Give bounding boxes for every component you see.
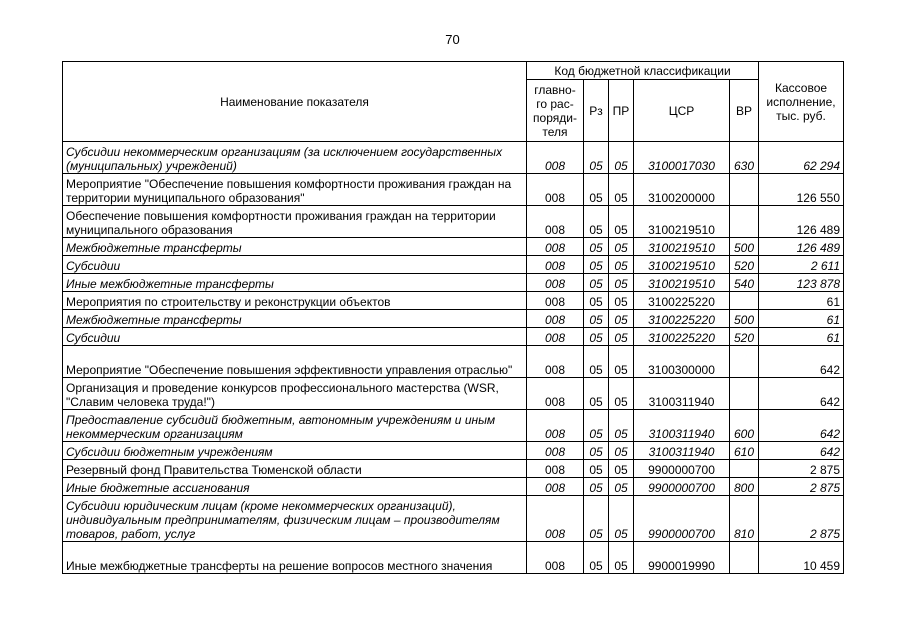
row-sum: 642	[759, 346, 844, 378]
row-csr: 9900000700	[634, 496, 730, 542]
table-row	[63, 206, 844, 238]
row-name: Субсидии бюджетным учреждениям	[63, 442, 527, 460]
header-kassovoe: Кассовое исполнение, тыс. руб.	[759, 62, 844, 142]
row-csr: 3100311940	[634, 442, 730, 460]
row-csr: 3100225220	[634, 328, 730, 346]
row-pr: 05	[609, 460, 634, 478]
row-sum: 126 489	[759, 206, 844, 238]
row-rz: 05	[584, 274, 609, 292]
row-name: Субсидии	[63, 256, 527, 274]
row-glav: 008	[527, 542, 584, 574]
row-name: Мероприятие "Обеспечение повышения эффективности управления отраслью"	[63, 346, 527, 378]
row-vr	[730, 542, 759, 574]
row-csr: 9900000700	[634, 478, 730, 496]
row-name: Организация и проведение конкурсов профессионального мастерства (WSR, "Славим человека труда!")	[63, 378, 527, 410]
row-sum: 10 459	[759, 542, 844, 574]
row-csr: 3100311940	[634, 410, 730, 442]
row-rz: 05	[584, 410, 609, 442]
row-glav: 008	[527, 206, 584, 238]
row-glav: 008	[527, 442, 584, 460]
table-row	[63, 292, 844, 310]
row-sum: 61	[759, 328, 844, 346]
table-row	[63, 238, 844, 256]
table-row	[63, 442, 844, 460]
row-name: Резервный фонд Правительства Тюменской области	[63, 460, 527, 478]
row-glav: 008	[527, 142, 584, 174]
header-rz: Рз	[584, 80, 609, 142]
row-csr: 9900000700	[634, 460, 730, 478]
row-glav: 008	[527, 410, 584, 442]
row-pr: 05	[609, 496, 634, 542]
row-rz: 05	[584, 206, 609, 238]
row-glav: 008	[527, 310, 584, 328]
row-name: Межбюджетные трансферты	[63, 238, 527, 256]
row-vr	[730, 206, 759, 238]
row-csr: 3100200000	[634, 174, 730, 206]
row-csr: 3100219510	[634, 274, 730, 292]
row-sum: 2 611	[759, 256, 844, 274]
table-row	[63, 310, 844, 328]
row-sum: 126 489	[759, 238, 844, 256]
row-glav: 008	[527, 496, 584, 542]
row-csr: 9900019990	[634, 542, 730, 574]
row-rz: 05	[584, 346, 609, 378]
header-glav: главно-го рас-поряди-теля	[527, 80, 584, 142]
row-sum: 642	[759, 442, 844, 460]
row-name: Межбюджетные трансферты	[63, 310, 527, 328]
row-glav: 008	[527, 460, 584, 478]
row-sum: 61	[759, 310, 844, 328]
row-name: Иные межбюджетные трансферты	[63, 274, 527, 292]
row-rz: 05	[584, 310, 609, 328]
table-row	[63, 256, 844, 274]
table-row	[63, 460, 844, 478]
row-name: Иные бюджетные ассигнования	[63, 478, 527, 496]
row-sum: 642	[759, 410, 844, 442]
row-glav: 008	[527, 256, 584, 274]
row-pr: 05	[609, 328, 634, 346]
row-vr: 500	[730, 238, 759, 256]
row-name: Иные межбюджетные трансферты на решение вопросов местного значения	[63, 542, 527, 574]
row-name: Мероприятия по строительству и реконструкции объектов	[63, 292, 527, 310]
row-glav: 008	[527, 378, 584, 410]
row-glav: 008	[527, 346, 584, 378]
header-pr: ПР	[609, 80, 634, 142]
row-rz: 05	[584, 460, 609, 478]
row-vr: 520	[730, 256, 759, 274]
table-row	[63, 410, 844, 442]
table-row	[63, 274, 844, 292]
row-vr: 630	[730, 142, 759, 174]
row-name: Мероприятие "Обеспечение повышения комфортности проживания граждан на территории муниципального образования"	[63, 174, 527, 206]
row-name: Субсидии юридическим лицам (кроме некоммерческих организаций), индивидуальным предпринимателям, физическим лицам – производителям товаров, работ, услуг	[63, 496, 527, 542]
row-pr: 05	[609, 274, 634, 292]
row-csr: 3100225220	[634, 292, 730, 310]
row-rz: 05	[584, 442, 609, 460]
row-csr: 3100311940	[634, 378, 730, 410]
row-sum: 2 875	[759, 460, 844, 478]
row-pr: 05	[609, 174, 634, 206]
row-name: Предоставление субсидий бюджетным, автономным учреждениям и иным некоммерческим организациям	[63, 410, 527, 442]
table-row	[63, 478, 844, 496]
header-code-group: Код бюджетной классификации	[527, 62, 759, 80]
row-pr: 05	[609, 238, 634, 256]
row-vr: 600	[730, 410, 759, 442]
row-pr: 05	[609, 442, 634, 460]
table-row	[63, 496, 844, 542]
row-vr	[730, 460, 759, 478]
row-sum: 2 875	[759, 496, 844, 542]
row-pr: 05	[609, 542, 634, 574]
row-sum: 642	[759, 378, 844, 410]
budget-table	[62, 61, 844, 574]
row-csr: 3100300000	[634, 346, 730, 378]
page-number: 70	[445, 32, 460, 47]
table-row	[63, 328, 844, 346]
row-glav: 008	[527, 174, 584, 206]
row-sum: 126 550	[759, 174, 844, 206]
row-rz: 05	[584, 174, 609, 206]
row-name: Обеспечение повышения комфортности проживания граждан на территории муниципального образования	[63, 206, 527, 238]
row-pr: 05	[609, 378, 634, 410]
row-vr: 520	[730, 328, 759, 346]
row-csr: 3100219510	[634, 256, 730, 274]
row-vr	[730, 346, 759, 378]
row-rz: 05	[584, 378, 609, 410]
row-glav: 008	[527, 274, 584, 292]
row-sum: 62 294	[759, 142, 844, 174]
row-name: Субсидии	[63, 328, 527, 346]
row-rz: 05	[584, 478, 609, 496]
table-body	[63, 142, 844, 574]
row-pr: 05	[609, 410, 634, 442]
row-glav: 008	[527, 292, 584, 310]
table-row	[63, 378, 844, 410]
row-rz: 05	[584, 142, 609, 174]
row-csr: 3100225220	[634, 310, 730, 328]
header-csr: ЦСР	[634, 80, 730, 142]
row-glav: 008	[527, 478, 584, 496]
row-pr: 05	[609, 256, 634, 274]
row-sum: 61	[759, 292, 844, 310]
row-name: Субсидии некоммерческим организациям (за исключением государственных (муниципальных) учреждений)	[63, 142, 527, 174]
row-rz: 05	[584, 256, 609, 274]
row-vr: 500	[730, 310, 759, 328]
table-row	[63, 542, 844, 574]
row-vr	[730, 378, 759, 410]
header-name: Наименование показателя	[63, 62, 527, 142]
row-rz: 05	[584, 238, 609, 256]
row-rz: 05	[584, 542, 609, 574]
row-csr: 3100017030	[634, 142, 730, 174]
header-vr: ВР	[730, 80, 759, 142]
row-pr: 05	[609, 292, 634, 310]
row-vr: 540	[730, 274, 759, 292]
table-row	[63, 142, 844, 174]
row-vr: 810	[730, 496, 759, 542]
row-rz: 05	[584, 496, 609, 542]
row-pr: 05	[609, 206, 634, 238]
row-vr	[730, 174, 759, 206]
row-pr: 05	[609, 310, 634, 328]
row-sum: 2 875	[759, 478, 844, 496]
row-vr	[730, 292, 759, 310]
row-rz: 05	[584, 328, 609, 346]
table-row	[63, 346, 844, 378]
row-glav: 008	[527, 328, 584, 346]
row-sum: 123 878	[759, 274, 844, 292]
row-vr: 610	[730, 442, 759, 460]
row-glav: 008	[527, 238, 584, 256]
row-vr: 800	[730, 478, 759, 496]
row-pr: 05	[609, 478, 634, 496]
row-rz: 05	[584, 292, 609, 310]
row-csr: 3100219510	[634, 206, 730, 238]
row-pr: 05	[609, 142, 634, 174]
row-csr: 3100219510	[634, 238, 730, 256]
row-pr: 05	[609, 346, 634, 378]
table-row	[63, 174, 844, 206]
